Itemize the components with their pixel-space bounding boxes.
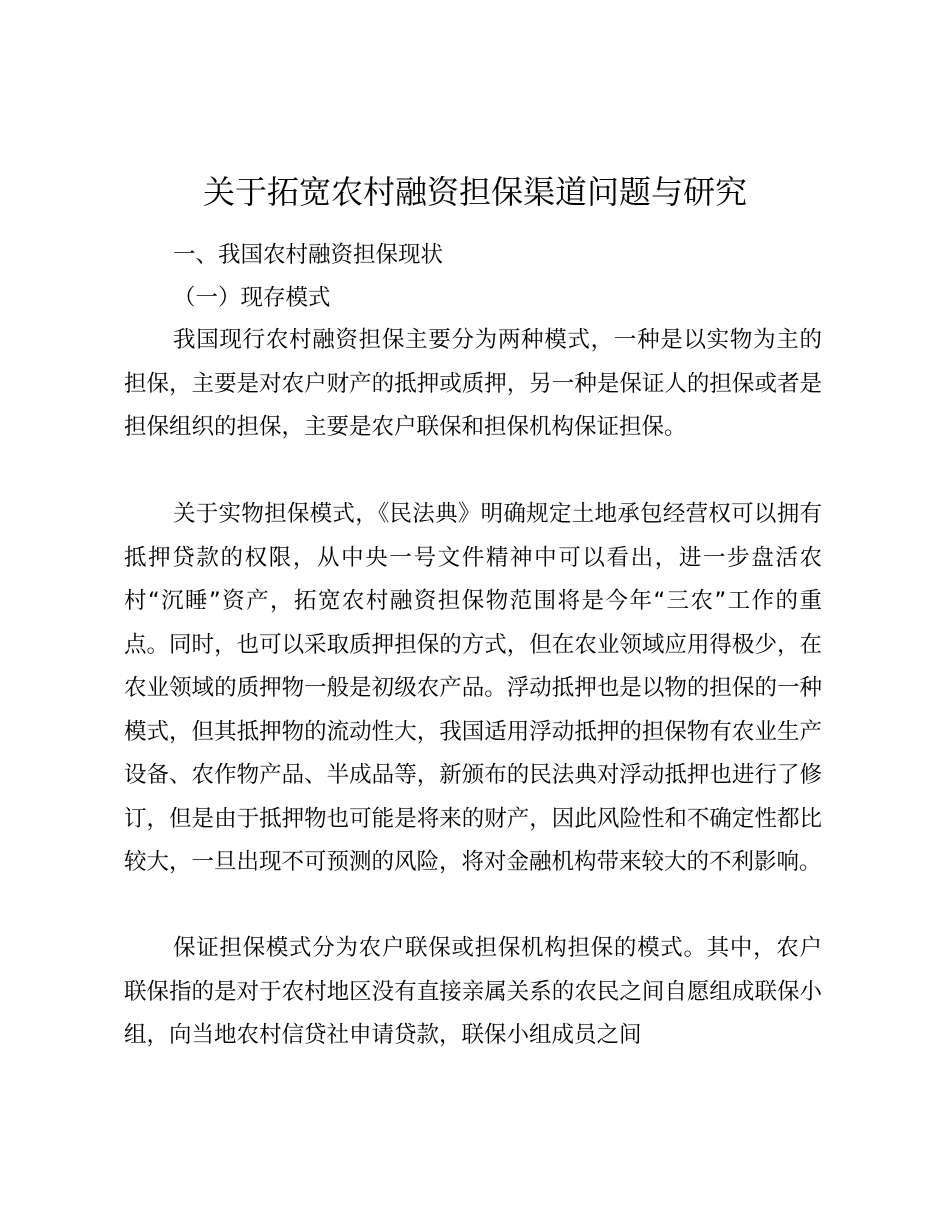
body-paragraph: 我国现行农村融资担保主要分为两种模式，一种是以实物为主的担保，主要是对农户财产的抵押或质押，另一种是保证人的担保或者是担保组织的担保，主要是农户联保和担保机构保证担保。 <box>124 327 822 440</box>
section-heading: 一、我国农村融资担保现状 <box>173 242 444 268</box>
subsection-heading: （一）现存模式 <box>173 285 331 311</box>
body-paragraph: 保证担保模式分为农户联保或担保机构担保的模式。其中，农户联保指的是对于农村地区没有直接亲属关系的农民之间自愿组成联保小组，向当地农村信贷社申请贷款，联保小组成员之间 <box>124 935 822 1048</box>
body-paragraph: 关于实物担保模式，《民法典》明确规定土地承包经营权可以拥有抵押贷款的权限，从中央一号文件精神中可以看出，进一步盘活农村“沉睡”资产，拓宽农村融资担保物范围将是今年“三农”工作的重点。同时，也可以采取质押担保的方式，但在农业领域应用得极少，在农业领域的质押物一般是初级农产品。浮动抵押也是以物的担保的一种模式，但其抵押物的流动性大，我国适用浮动抵押的担保物有农业生产设备、农作物产品、半成品等，新颁布的民法典对浮动抵押也进行了修订，但是由于抵押物也可能是将来的财产，因此风险性和不确定性都比较大，一旦出现不可预测的风险，将对金融机构带来较大的不利影响。 <box>124 501 822 875</box>
document-title: 关于拓宽农村融资担保渠道问题与研究 <box>202 173 747 211</box>
